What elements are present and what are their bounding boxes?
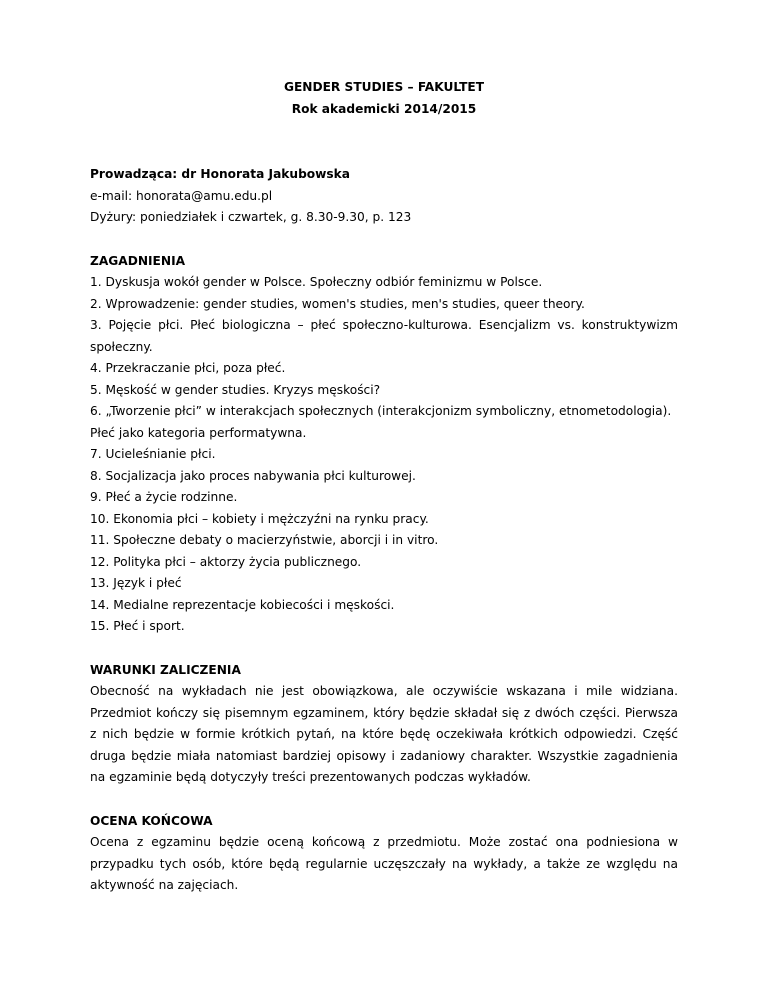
- academic-year: Rok akademicki 2014/2015: [291, 101, 477, 116]
- topics-section: [90, 251, 678, 638]
- grading-text: Ocena z egzaminu będzie oceną końcową z przedmiotu. Może zostać ona podniesiona w przypadku tych osób, które będą regularnie uczęszczały na wykłady, a także ze względu na aktywność na zajęciach.: [90, 835, 678, 892]
- contact-block: [90, 164, 678, 229]
- email: e-mail: honorata@amu.edu.pl: [90, 188, 273, 203]
- topic-item: 5. Męskość w gender studies. Kryzys męskości?: [90, 382, 381, 397]
- topic-item: 6. „Tworzenie płci” w interakcjach społecznych (interakcjonizm symboliczny, etnometodologia).: [90, 404, 672, 418]
- topic-item: 12. Polityka płci – aktorzy życia publicznego.: [90, 554, 362, 569]
- grading-section: [90, 811, 678, 897]
- topic-item: 2. Wprowadzenie: gender studies, women's studies, men's studies, queer theory.: [90, 296, 585, 311]
- grading-heading: OCENA KOŃCOWA: [90, 813, 213, 828]
- office-hours: Dyżury: poniedziałek i czwartek, g. 8.30-9.30, p. 123: [90, 210, 412, 224]
- topic-item: 10. Ekonomia płci – kobiety i mężczyźni na rynku pracy.: [90, 511, 429, 526]
- requirements-text: Obecność na wykładach nie jest obowiązkowa, ale oczywiście wskazana i mile widziana. Przedmiot kończy się pisemnym egzaminem, który będzie składał się z dwóch części. Pierwsza z nich będzie w formie krótkich pytań, na które będę oczekiwała krótkich odpowiedzi. Część druga będzie miała natomiast bardziej opisowy i zadaniowy charakter. Wszystkie zagadnienia na egzaminie będą dotyczyły treści prezentowanych podczas wykładów.: [90, 684, 678, 784]
- lecturer: Prowadząca: dr Honorata Jakubowska: [90, 167, 351, 181]
- topic-item: 14. Medialne reprezentacje kobiecości i męskości.: [90, 597, 395, 612]
- topic-item: 15. Płeć i sport.: [90, 619, 185, 633]
- topic-item: 11. Społeczne debaty o macierzyństwie, aborcji i in vitro.: [90, 533, 439, 547]
- document-title: GENDER STUDIES – FAKULTET: [283, 80, 485, 94]
- topic-item: 8. Socjalizacja jako proces nabywania płci kulturowej.: [90, 468, 416, 483]
- document-header: [90, 77, 678, 120]
- requirements-heading: WARUNKI ZALICZENIA: [90, 662, 241, 677]
- topic-item: 3. Pojęcie płci. Płeć biologiczna – płeć społeczno-kulturowa. Esencjalizm vs. konstruktywizm społeczny.: [90, 318, 678, 354]
- topic-item: Płeć jako kategoria performatywna.: [90, 425, 307, 440]
- topic-item: 4. Przekraczanie płci, poza płeć.: [90, 361, 286, 375]
- topic-item: 7. Ucieleśnianie płci.: [90, 447, 216, 461]
- requirements-section: [90, 660, 678, 789]
- topic-item: 13. Język i płeć: [90, 576, 182, 590]
- topics-heading: ZAGADNIENIA: [90, 253, 186, 268]
- topic-item: 1. Dyskusja wokół gender w Polsce. Społeczny odbiór feminizmu w Polsce.: [90, 275, 543, 289]
- topic-item: 9. Płeć a życie rodzinne.: [90, 490, 238, 504]
